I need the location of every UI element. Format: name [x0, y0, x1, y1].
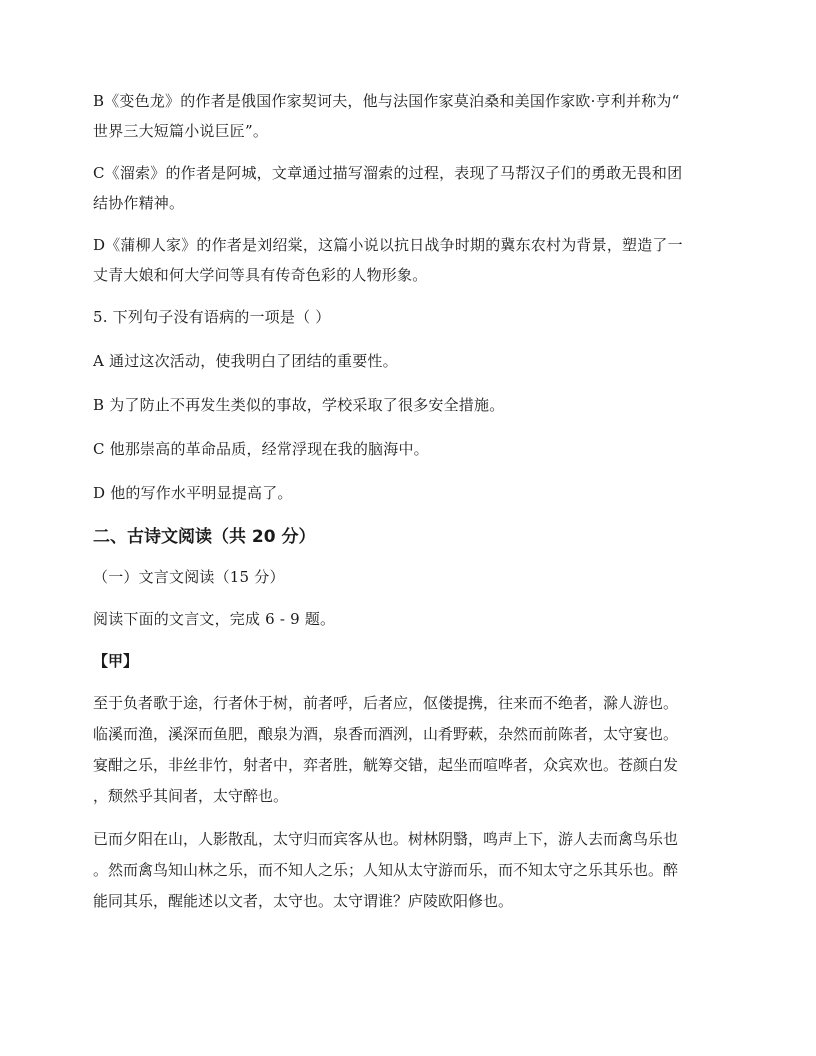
passage-label-jia: 【甲】 [93, 652, 139, 670]
question-5-option-c: C 他那崇高的革命品质，经常浮现在我的脑海中。 [93, 440, 429, 458]
reading-instruction: 阅读下面的文言文，完成 6 - 9 题。 [93, 610, 336, 628]
option-d-line2: 丈青大娘和何大学问等具有传奇色彩的人物形象。 [93, 266, 428, 284]
option-b-block [93, 86, 723, 146]
option-b-line2: 世界三大短篇小说巨匠”。 [93, 122, 269, 140]
subsection-title: （一）文言文阅读（15 分） [93, 568, 285, 586]
option-c-block [93, 158, 723, 218]
option-b-line1: B《变色龙》的作者是俄国作家契诃夫，他与法国作家莫泊桑和美国作家欧·亨利并称为“ [93, 92, 680, 110]
option-c-line2: 结协作精神。 [93, 194, 185, 212]
question-5-stem: 5. 下列句子没有语病的一项是（ ） [93, 308, 331, 326]
option-c-line1: C《溜索》的作者是阿城，文章通过描写溜索的过程，表现了马帮汉子们的勇敢无畏和团 [93, 164, 683, 182]
document-page [93, 86, 723, 917]
question-5-option-d: D 他的写作水平明显提高了。 [93, 484, 293, 502]
passage-paragraph-1 [93, 688, 723, 812]
passage-paragraph-2 [93, 824, 723, 917]
question-5-option-a: A 通过这次活动，使我明白了团结的重要性。 [93, 352, 398, 370]
paragraph-1-line: 宴酣之乐，非丝非竹，射者中，弈者胜，觥筹交错，起坐而喧哗者，众宾欢也。苍颜白发 [93, 756, 679, 774]
option-d-line1: D《蒲柳人家》的作者是刘绍棠，这篇小说以抗日战争时期的冀东农村为背景，塑造了一 [93, 236, 683, 254]
paragraph-2-line: 已而夕阳在山，人影散乱，太守归而宾客从也。树林阴翳，鸣声上下，游人去而禽鸟乐也 [93, 830, 679, 848]
section-title: 二、古诗文阅读（共 20 分） [93, 527, 316, 547]
paragraph-1-line: ，颓然乎其间者，太守醉也。 [93, 787, 289, 805]
paragraph-1-line: 至于负者歌于途，行者休于树，前者呼，后者应，伛偻提携，往来而不绝者，滁人游也。 [93, 694, 679, 712]
paragraph-2-line: 。然而禽鸟知山林之乐，而不知人之乐；人知从太守游而乐，而不知太守之乐其乐也。醉 [93, 861, 679, 879]
option-d-block [93, 230, 723, 290]
question-5-option-b: B 为了防止不再发生类似的事故，学校采取了很多安全措施。 [93, 396, 505, 414]
paragraph-1-line: 临溪而渔，溪深而鱼肥，酿泉为酒，泉香而酒洌，山肴野蔌，杂然而前陈者，太守宴也。 [93, 725, 679, 743]
paragraph-2-line: 能同其乐，醒能述以文者，太守也。太守谓谁？庐陵欧阳修也。 [93, 892, 514, 910]
